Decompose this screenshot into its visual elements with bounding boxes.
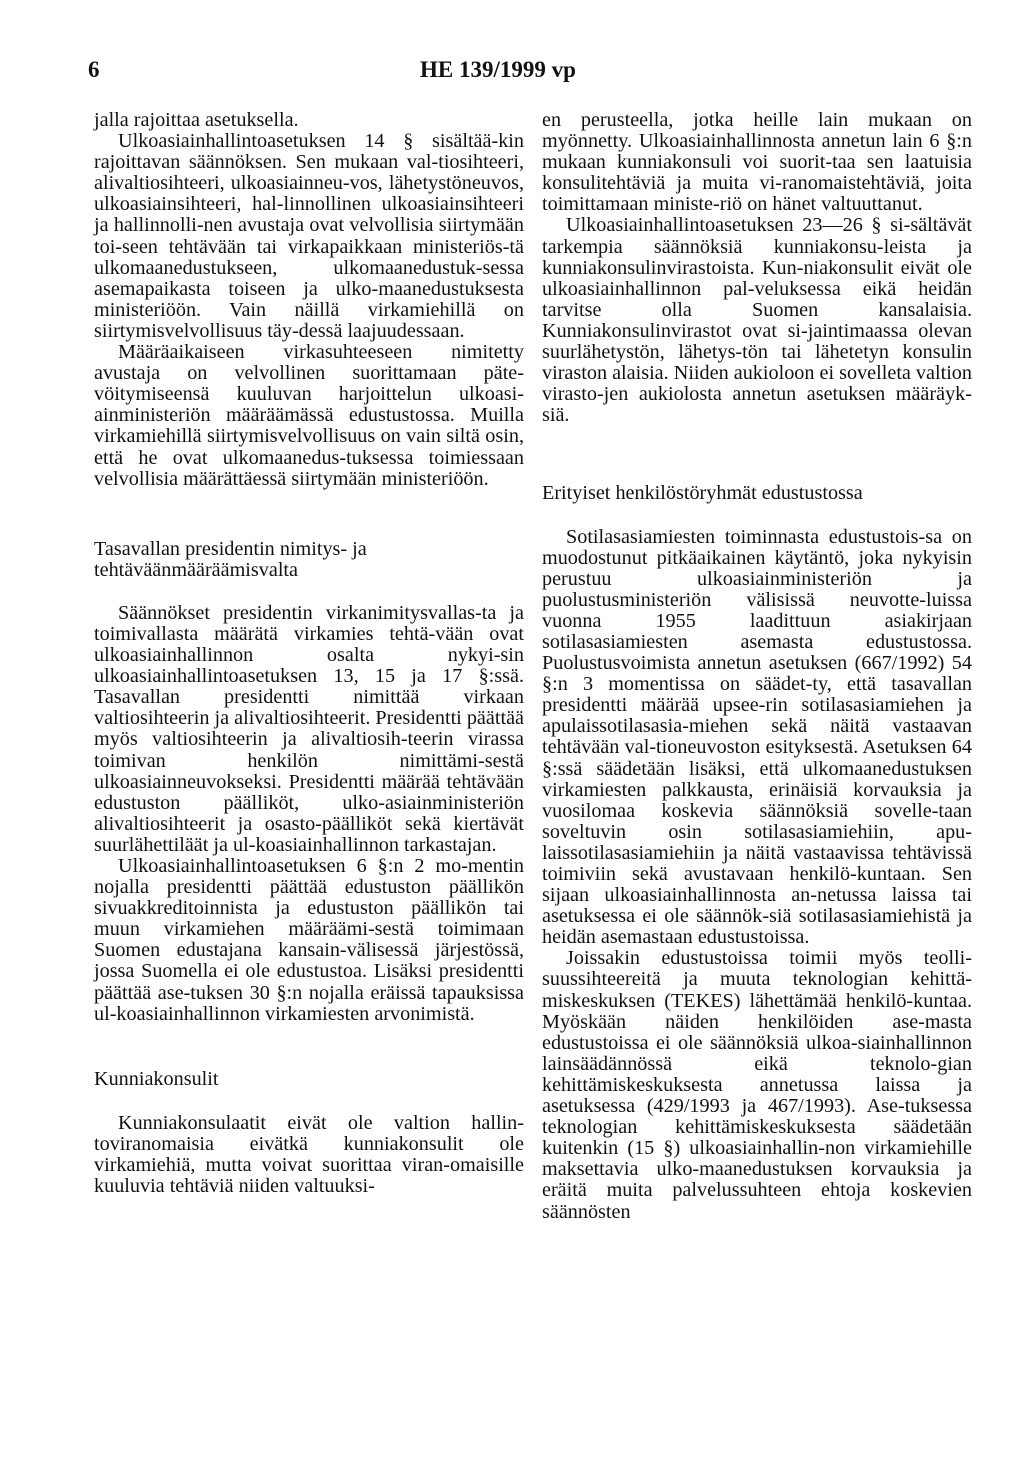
right-section-1-paragraph-1: Sotilasasiamiesten toiminnasta edustustois-sa on muodostunut pitkäaikainen käytäntö, joka nykyisin perustuu ulkoasiainministeriön ja puolustusministeriön välisissä neuvotte-luissa vuonna 1955 laadittuun asiakirjaan sotilasasiamiesten asemasta edustustossa. Puolustusvoimista annetun asetuksen (667/1992) 54 §:n 3 momentissa on säädet-ty, että tasavallan presidentti määrää upsee-rin sotilasasiamiehen ja apulaissotilasasia-miehen sekä näitä vastaavan tehtävään val-tioneuvoston esityksestä. Asetuksen 64 §:ssä säädetään lisäksi, että ulkomaanedustuksen virkamiesten palkkausta, erinäisiä korvauksia ja vuosilomaa koskevia säännöksiä sovelle-taan soveltuvin osin sotilasasiamiehiin, apu-laissotilasasiamiehiin ja näitä vastaavissa tehtävissä toimiviin sekä avustavaan henkilö-kuntaan. Sen sijaan ulkoasiainhallinnosta an-netussa laissa tai asetuksessa ei ole säännök-siä sotilasasiamiehistä ja heidän asemastaan edustustoissa. bbox=[542, 525, 972, 949]
left-paragraph-2: Ulkoasiainhallintoasetuksen 14 § sisältää-kin rajoittavan säännöksen. Sen mukaan val-tiosihteeri, alivaltiosihteeri, ulkoasiainneu-vos, lähetystöneuvos, ulkoasiainsihteeri, hal-linnollinen ulkoasiainsihteeri ja hallinnolli-nen avustaja ovat velvollisia siirtymään toi-seen tehtävään tai virkapaikkaan ministeriös-tä ulkomaanedustukseen, ulkomaanedustuk-sessa asemapaikasta toiseen ja ulko-maanedustuksesta ministeriöön. Vain näillä virkamiehillä on siirtymisvelvollisuus täy-dessä laajuudessaan. bbox=[94, 130, 524, 342]
document-title: HE 139/1999 vp bbox=[420, 57, 576, 82]
left-section-2-paragraph-1: Kunniakonsulaatit eivät ole valtion hallin-toviranomaisia eivätkä kunniakonsulit ole virkamiehiä, mutta voivat suorittaa viran-omaisille kuuluvia tehtäviä niiden valtuuksi- bbox=[94, 1111, 524, 1198]
left-paragraph-3: Määräaikaiseen virkasuhteeseen nimitetty avustaja on velvollinen suorittamaan päte-vöitymiseensä kuuluvan harjoittelun ulkoasi-ainministeriön määräämässä edustustossa. Muilla virkamiehillä siirtymisvelvollisuus on vain siltä osin, että he ovat ulkomaanedus-tuksessa toimiessaan velvollisia määrättäessä siirtymään ministeriöön. bbox=[94, 341, 524, 490]
left-column bbox=[94, 110, 524, 1197]
left-section-1-paragraph-1: Säännökset presidentin virkanimitysvallas-ta ja toimivallasta määrätä virkamies tehtä-vään ovat ulkoasiainhallinnon osalta nykyi-sin ulkoasiainhallintoasetuksen 13, 15 ja 17 §:ssä. Tasavallan presidentti nimittää virkaan valtiosihteerin ja alivaltiosihteerit. Presidentti päättää myös valtiosihteerin ja alivaltiosih-teerin virassa toimivan henkilön nimittämi-sestä ulkoasiainneuvokseksi. Presidentti määrää tehtävään edustuston päälliköt, ulko-asiainministeriön alivaltiosihteerit ja osasto-päälliköt sekä kiertävät suurlähettiläät ja ul-koasiainhallinnon tarkastajan. bbox=[94, 601, 524, 856]
right-paragraph-1: en perusteella, jotka heille lain mukaan on myönnetty. Ulkoasiainhallinnosta annetun lain 6 §:n mukaan kunniakonsuli voi suorit-taa sen laatuisia konsulitehtäviä ja muita vi-ranomaistehtäviä, joita toimittamaan ministe-riö on hänet valtuuttanut. bbox=[542, 109, 972, 216]
section-heading-special-staff-groups: Erityiset henkilöstöryhmät edustustossa bbox=[542, 482, 863, 505]
right-paragraph-2: Ulkoasiainhallintoasetuksen 23—26 § si-sältävät tarkempia säännöksiä kunniakonsu-leista ja kunniakonsulinvirastoista. Kun-niakonsulit eivät ole ulkoasiainhallinnon pal-veluksessa eikä heidän tarvitse olla Suomen kansalaisia. Kunniakonsulinvirastot ovat si-jaintimaassa olevan suurlähetystön, lähetys-tön tai lähetetyn konsulin viraston alaisia. Niiden aukioloon ei sovelleta valtion virasto-jen aukiolosta annetun asetuksen määräyk-siä. bbox=[542, 214, 972, 427]
right-column bbox=[542, 110, 972, 1223]
section-heading-honorary-consuls: Kunniakonsulit bbox=[94, 1067, 219, 1090]
left-section-1-paragraph-2: Ulkoasiainhallintoasetuksen 6 §:n 2 mo-mentin nojalla presidentti päättää edustuston päällikön sivuakkreditoinnista ja edustuston päällikön tai muun virkamiehen määräämi-sestä toimimaan Suomen edustajana kansain-välisessä järjestössä, jossa Suomella ei ole edustustoa. Lisäksi presidentti päättää ase-tuksen 30 §:n nojalla eräissä tapauksissa ul-koasiainhallinnon virkamiesten arvonimistä. bbox=[94, 855, 524, 1025]
left-paragraph-1: jalla rajoittaa asetuksella. bbox=[94, 109, 299, 131]
right-section-1-paragraph-2: Joissakin edustustoissa toimii myös teolli-suussihteereitä ja muuta teknologian kehittä-miskeskuksen (TEKES) lähettämää henkilö-kuntaa. Myöskään näiden henkilöiden ase-masta edustustoissa ei ole säännöksiä ulkoa-siainhallinnon lainsäädännössä eikä teknolo-gian kehittämiskeskuksesta annetussa laissa ja asetuksessa (429/1993 ja 467/1993). Ase-tuksessa teknologian kehittämiskeskuksesta säädetään kuitenkin (15 §) ulkoasiainhallin-non virkamiehille maksettavia ulko-maanedustuksen korvauksia ja eräitä muita palvelussuhteen ehtoja koskevien säännösten bbox=[542, 947, 972, 1223]
page-number: 6 bbox=[88, 57, 100, 82]
section-heading-presidential-powers: Tasavallan presidentin nimitys- ja tehtäväänmääräämisvalta bbox=[94, 537, 367, 581]
